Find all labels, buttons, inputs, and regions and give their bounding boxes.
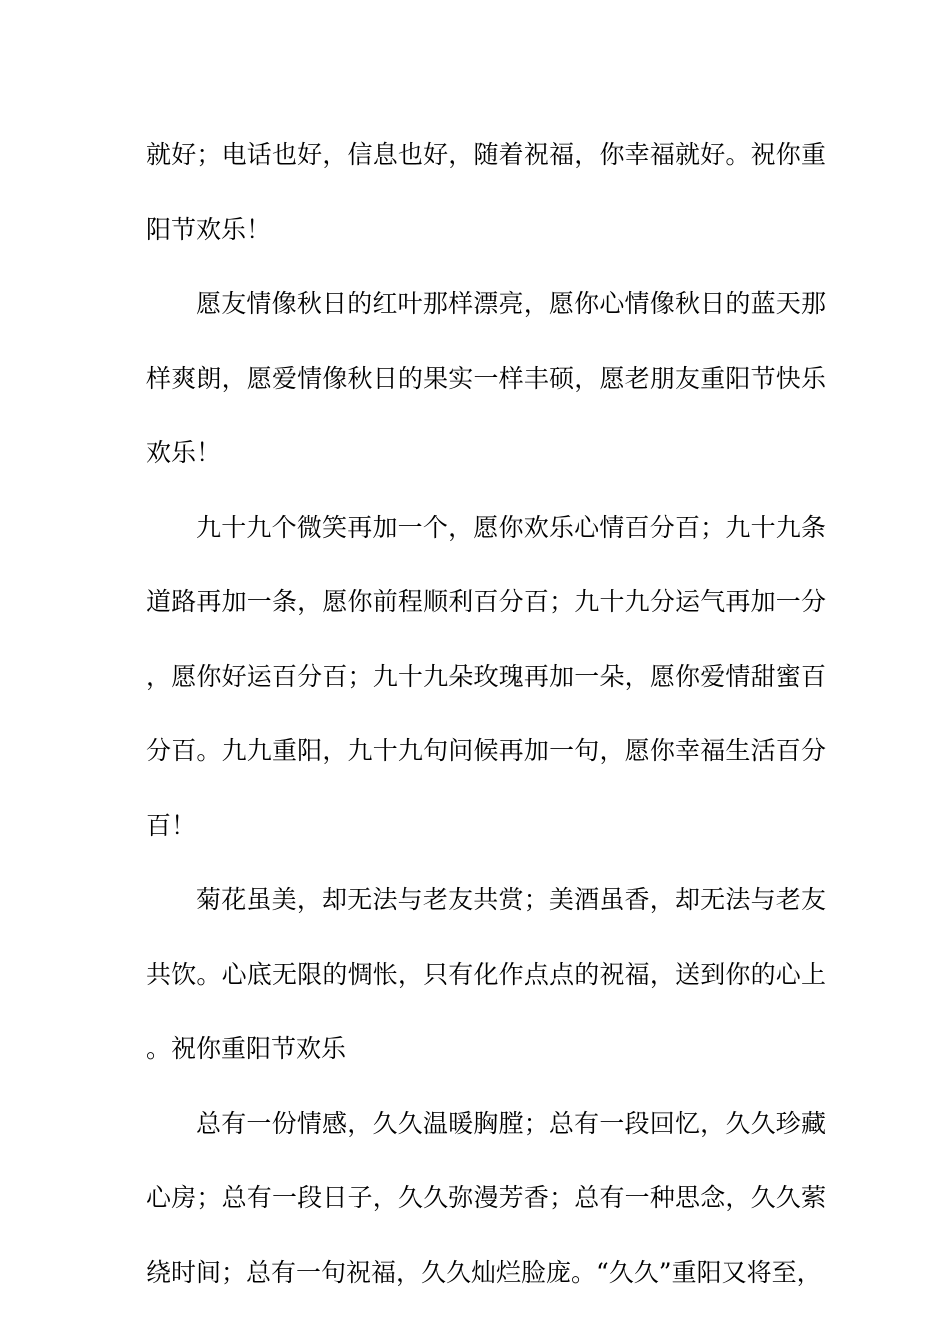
- paragraph-5: 总有一份情感，久久温暖胸膛；总有一段回忆，久久珍藏心房；总有一段日子，久久弥漫芳香；总有一种思念，久久萦绕时间；总有一句祝福，久久灿烂脸庞。“久久”重阳又将至，: [146, 1108, 826, 1287]
- paragraph-4: 菊花虽美，却无法与老友共赏；美酒虽香，却无法与老友共饮。心底无限的惆怅，只有化作点点的祝福，送到你的心上。祝你重阳节欢乐: [146, 885, 826, 1063]
- paragraph-1: 就好；电话也好，信息也好，随着祝福，你幸福就好。祝你重阳节欢乐！: [146, 140, 826, 244]
- paragraph-3: 九十九个微笑再加一个，愿你欢乐心情百分百；九十九条道路再加一条，愿你前程顺利百分百；九十九分运气再加一分，愿你好运百分百；九十九朵玫瑰再加一朵，愿你爱情甜蜜百分百。九九重阳，九十九句问候再加一句，愿你幸福生活百分百！: [146, 512, 826, 840]
- document-body: [146, 118, 826, 1310]
- paragraph-2: 愿友情像秋日的红叶那样漂亮，愿你心情像秋日的蓝天那样爽朗，愿爱情像秋日的果实一样丰硕，愿老朋友重阳节快乐欢乐！: [146, 289, 826, 467]
